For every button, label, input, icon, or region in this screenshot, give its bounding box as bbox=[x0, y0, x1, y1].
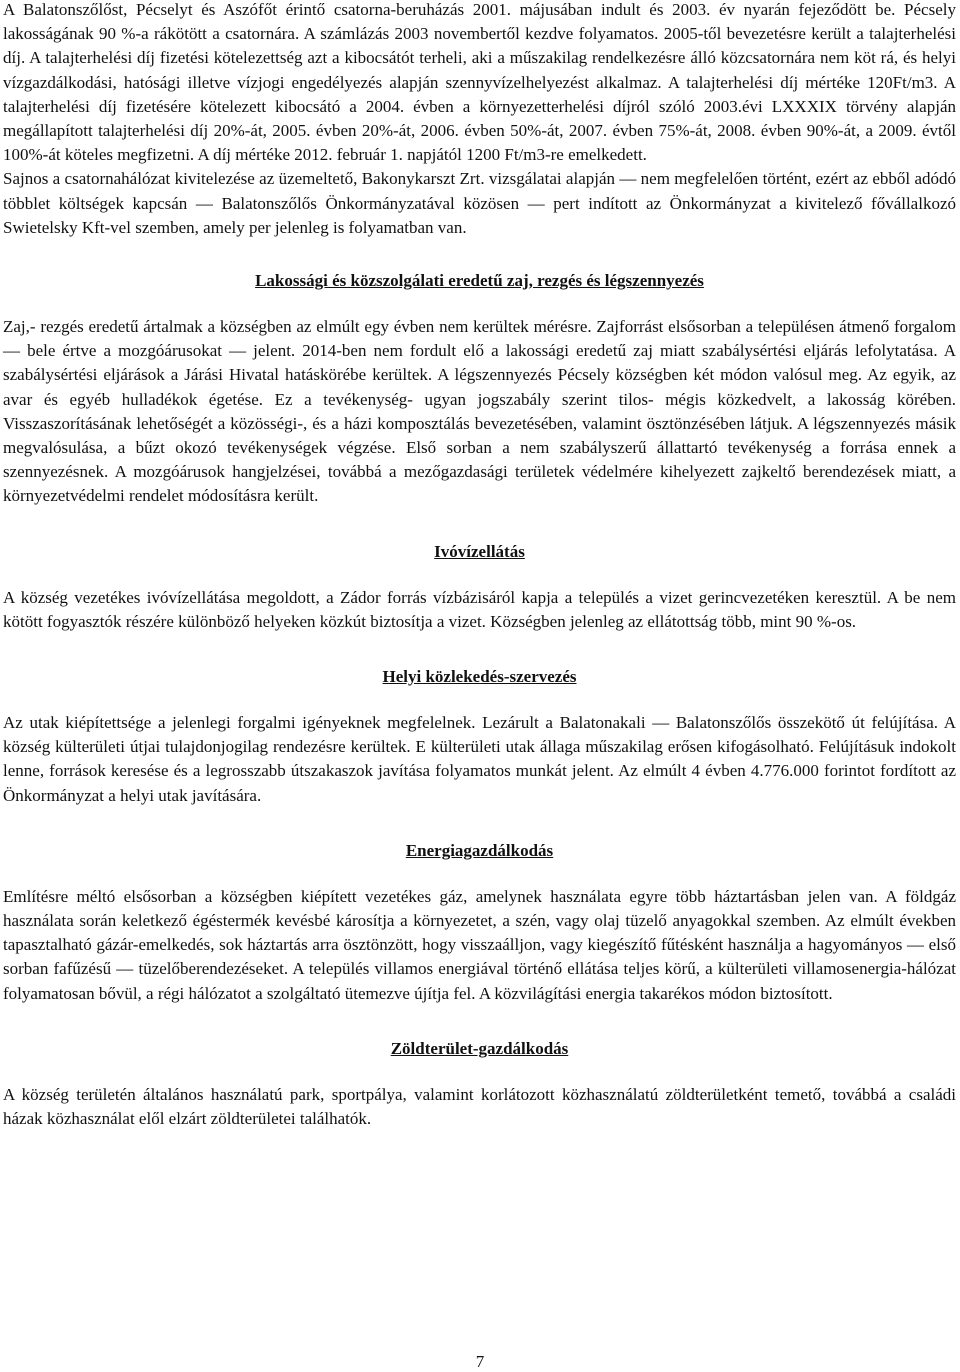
intro-paragraph-lawsuit: Sajnos a csatornahálózat kivitelezése az üzemeltető, Bakonykarszt Zrt. vizsgálatai alapján — nem megfelelően történt, ezért az ebből adódó többlet költségek kapcsán — Balatonszőlős Önkormányzatával közösen — pert indított az Önkormányzat a kivitelező fővállalkozó Swietelsky Kft-vel szemben, amely per jelenleg is folyamatban van. bbox=[3, 169, 956, 237]
section-text-green-areas: A község területén általános használatú park, sportpálya, valamint korlátozott közhasználatú zöldterületként temető, továbbá a családi házak közhasználat elől elzárt zöldterületei találhatók. bbox=[3, 1084, 956, 1129]
section-heading-water: Ivóvízellátás bbox=[434, 541, 525, 561]
section-text-water: A község vezetékes ivóvízellátása megoldott, a Zádor forrás vízbázisáról kapja a település a vizet gerincvezetéken keresztül. A be nem kötött fogyasztók részére különböző helyeken közkút biztosítja a vizet. Községben jelenleg az ellátottság több, mint 90 %-os. bbox=[3, 587, 956, 631]
section-text-energy: Említésre méltó elsősorban a községben kiépített vezetékes gáz, amelynek használata egyre több háztartásban jelen van. A földgáz használata során keletkező égéstermék kevésbé károsítja a környezetet, a szén, vagy olaj tüzelő anyagokkal szemben. Az elmúlt években tapasztalható gázár-emelkedés, sok háztartás arra ösztönzött, hogy visszaálljon, vagy kiegészítő fűtésként használja a hagyományos — első sorban fafűzésű — tüzelőberendezéseket. A település villamos energiával történő ellátása teljes körű, a külterületi villamosenergia-hálózat folyamatosan bővül, a régi hálózatot a szolgáltató ütemezve újítja fel. A közvilágítási energia takarékos módon biztosított. bbox=[3, 886, 956, 1003]
section-text-transport: Az utak kiépítettsége a jelenlegi forgalmi igényeknek megfelelnek. Lezárult a Balatonakali — Balatonszőlős összekötő út felújítása. A község külterületi útjai tulajdonjogilag rendezésre kerültek. E külterületi utak állaga műszakilag erősen kifogásolható. Felújításuk indokolt lenne, források keresése és a legrosszabb útszakaszok javítása folyamatos munkát jelent. Az elmúlt 4 évben 4.776.000 forintot fordított az Önkormányzat a helyi utak javítására. bbox=[3, 713, 956, 805]
section-heading-energy: Energiagazdálkodás bbox=[405, 840, 554, 860]
document-page bbox=[3, 0, 956, 1131]
section-heading-noise: Lakossági és közszolgálati eredetű zaj, rezgés és légszennyezés bbox=[255, 271, 704, 291]
section-text-noise: Zaj,- rezgés eredetű ártalmak a községben az elmúlt egy évben nem kerültek mérésre. Zajforrást elsősorban a településen átmenő forgalom — bele értve a mozgóárusokat — jelent. 2014-ben nem fordult elő a lakossági eredetű zaj miatt szabálysértési eljárás lefolytatása. A szabálysértési eljárások a Járási Hivatal hatáskörébe kerültek. A légszennyezés Pécsely községben két módon valósul meg. Az egyik, az avar és egyéb hulladékok égetése. Ez a tevékenység- ugyan jogszabály szerint tilos- mégis közkedvelt, a lakosság körében. Visszaszorításának lehetőségét a közösségi-, és a házi komposztálás bevezetésében, valamint ösztönzésében látjuk. A légszennyezés másik megvalósulása, a bűzt okozó tevékenységek végzése. Első sorban a nem szabályszerű állattartó tevékenység a forrása ennek a szennyezésnek. A mozgóárusok hangjelzései, továbbá a mezőgazdasági területek védelmére kihelyezett zajkeltő berendezések miatt, a környezetvédelmi rendelet módosításra került. bbox=[3, 317, 956, 506]
intro-paragraph: A Balatonszőlőst, Pécselyt és Aszófőt érintő csatorna-beruházás 2001. májusában indult és 2003. év nyarán fejeződött be. Pécsely lakosságának 90 %-a rákötött a csatornára. A számlázás 2003 novembertől kezdve folyamatos. 2005-től bevezetésre került a talajterhelési díj. A talajterhelési díj fizetési kötelezettség azt a kibocsátót terheli, aki a műszakilag rendelkezésre álló közcsatornára nem köt rá, és helyi vízgazdálkodási, hatósági illetve vízjogi engedélyezés alapján szennyvízelhelyezést alkalmaz. A talajterhelési díj mértéke 120Ft/m3. A talajterhelési díj fizetésére kötelezett kibocsátó a 2004. évben a környezetterhelési díjról szóló 2003.évi LXXXIX törvény alapján megállapított talajterhelési díj 20%-át, 2005. évben 20%-át, 2006. évben 50%-át, 2007. évben 75%-át, 2008. évben 90%-át, a 2009. évtől 100%-át köteles megfizetni. A díj mértéke 2012. február 1. napjától 1200 Ft/m3-re emelkedett. bbox=[3, 0, 956, 165]
page-number: 7 bbox=[475, 1352, 485, 1371]
section-heading-green-areas: Zöldterület-gazdálkodás bbox=[390, 1038, 569, 1058]
section-heading-transport: Helyi közlekedés-szervezés bbox=[382, 667, 577, 687]
